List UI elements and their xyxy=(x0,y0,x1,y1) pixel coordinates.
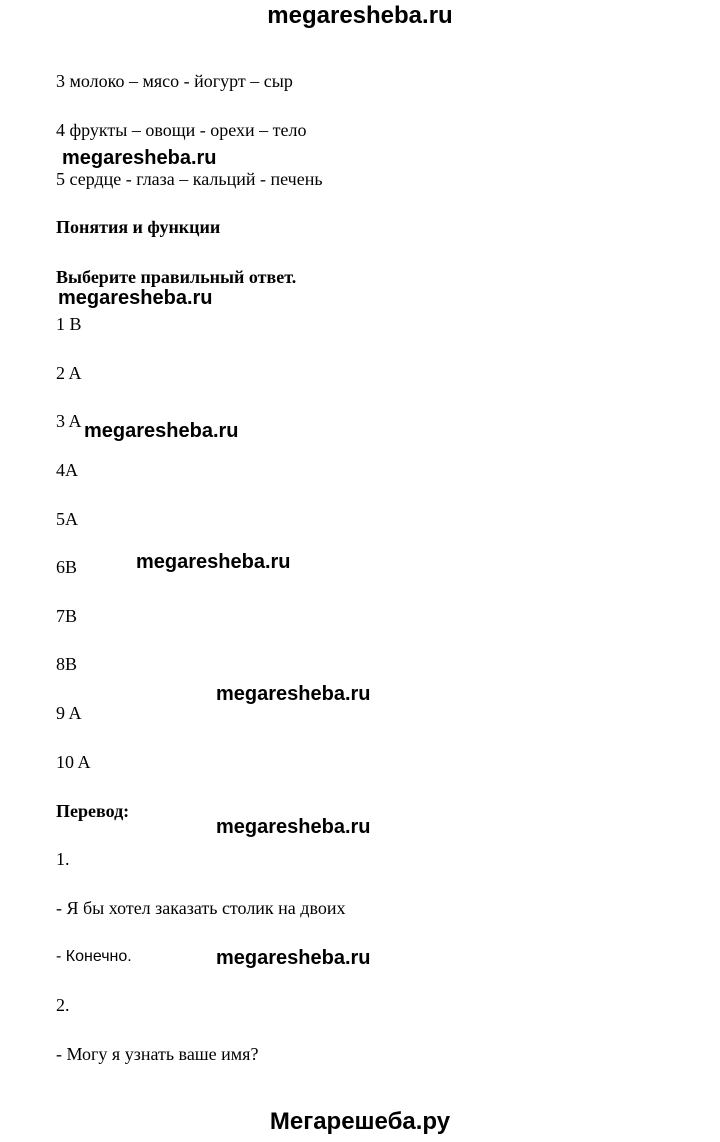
answer-1: 1 B xyxy=(56,314,82,334)
task-instruction: Выберите правильный ответ. xyxy=(56,267,297,287)
watermark: megaresheba.ru xyxy=(136,551,291,573)
answer-3: 3 A xyxy=(56,411,82,431)
site-header: megaresheba.ru xyxy=(267,2,453,29)
site-footer: Мегарешеба.ру xyxy=(269,1108,451,1135)
answer-5: 5A xyxy=(56,509,78,529)
watermark: megaresheba.ru xyxy=(62,147,217,169)
watermark: megaresheba.ru xyxy=(216,683,371,705)
dialog-line-of-course: - Конечно. xyxy=(56,948,132,965)
watermark: megaresheba.ru xyxy=(216,947,371,969)
dialog-number-2: 2. xyxy=(56,995,70,1015)
watermark: megaresheba.ru xyxy=(216,816,371,838)
watermark: megaresheba.ru xyxy=(84,420,239,442)
answer-10: 10 A xyxy=(56,752,91,772)
answer-4: 4A xyxy=(56,460,78,480)
section-heading-translation: Перевод: xyxy=(56,801,130,821)
watermark: megaresheba.ru xyxy=(58,287,213,309)
answer-6: 6B xyxy=(56,557,78,577)
answer-8: 8B xyxy=(56,654,78,674)
answer-2: 2 A xyxy=(56,363,82,383)
text-line-food-5: 5 сердце - глаза – кальций - печень xyxy=(56,169,323,189)
dialog-line-reserve: - Я бы хотел заказать столик на двоих xyxy=(56,898,346,918)
answer-7: 7B xyxy=(56,606,78,626)
text-line-food-4: 4 фрукты – овощи - орехи – тело xyxy=(56,120,307,140)
dialog-line-name: - Могу я узнать ваше имя? xyxy=(56,1044,259,1064)
text-line-food-3: 3 молоко – мясо - йогурт – сыр xyxy=(56,71,293,91)
section-heading-concepts: Понятия и функции xyxy=(56,217,221,237)
dialog-number-1: 1. xyxy=(56,849,70,869)
answer-9: 9 A xyxy=(56,703,82,723)
